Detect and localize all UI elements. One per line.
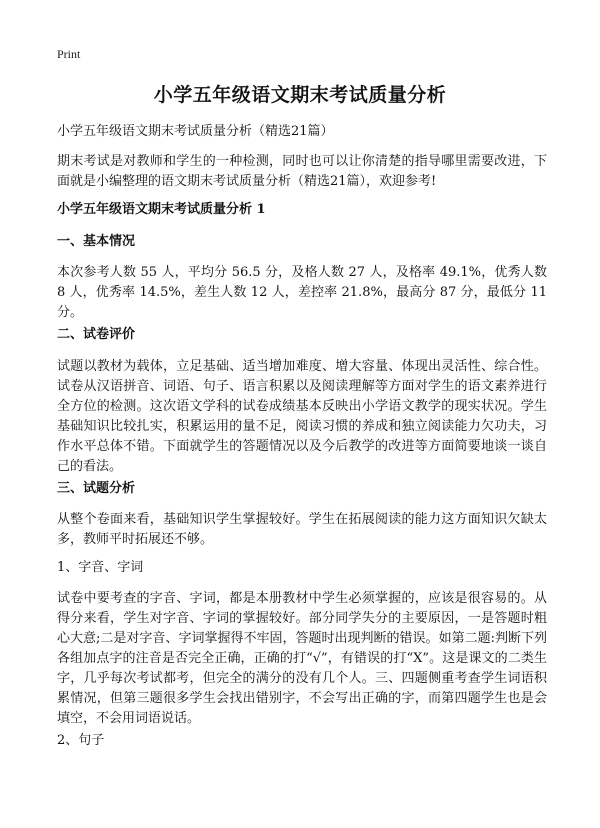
page-title: 小学五年级语文期末考试质量分析 (153, 84, 447, 106)
section-heading-basic-info: 一、基本情况 (57, 234, 136, 249)
intro-paragraph: 期末考试是对教师和学生的一种检测，同时也可以让你清楚的指导哪里需要改进，下面就是小编整理的语文期末考试质量分析（精选21篇），欢迎参考! (57, 154, 547, 189)
paper-evaluation-paragraph: 试题以教材为载体，立足基础、适当增加难度、增大容量、体现出灵活性、综合性。试卷从汉语拼音、词语、句子、语言积累以及阅读理解等方面对学生的语文素养进行全方位的检测。这次语文学科的试卷成绩基本反映出小学语文教学的现实状况。学生基础知识比较扎实，积累运用的量不足，阅读习惯的养成和独立阅读能力欠功夫，习作水平总体不错。下面就学生的答题情况以及今后教学的改进等方面简要地谈一谈自己的看法。 (57, 359, 547, 474)
question-analysis-paragraph: 从整个卷面来看，基础知识学生掌握较好。学生在拓展阅读的能力这方面知识欠缺太多，教师平时拓展还不够。 (57, 512, 547, 547)
subsection-title-sentences: 2、句子 (57, 733, 105, 748)
document-subtitle: 小学五年级语文期末考试质量分析（精选21篇） (57, 124, 334, 139)
section-heading-question-analysis: 三、试题分析 (57, 481, 136, 496)
pronunciation-paragraph: 试卷中要考查的字音、字词，都是本册教材中学生必须掌握的，应该是很容易的。从得分来看，学生对字音、字词的掌握较好。部分同学失分的主要原因，一是答题时粗心大意;二是对字音、字词掌握得不牢固，答题时出现判断的错误。如第二题:判断下列各组加点字的注音是否完全正确，正确的打“√”，有错误的打“X”。这是课文的二类生字，几乎每次考试都考，但完全的满分的没有几个人。三、四题侧重考查学生词语积累情况，但第三题很多学生会找出错别字，不会写出正确的字，而第四题学生也是会填空，不会用词语说话。 (57, 591, 547, 726)
article-heading: 小学五年级语文期末考试质量分析 1 (57, 202, 266, 217)
basic-info-paragraph: 本次参考人数 55 人，平均分 56.5 分，及格人数 27 人，及格率 49.1%，优秀人数 8 人，优秀率 14.5%，差生人数 12 人，差控率 21.8%，最高分 87 分，最低分 11 分。 (57, 265, 547, 320)
section-heading-paper-evaluation: 二、试卷评价 (57, 327, 136, 342)
print-label: Print (57, 47, 81, 61)
subsection-title-pronunciation: 1、字音、字词 (57, 560, 144, 575)
